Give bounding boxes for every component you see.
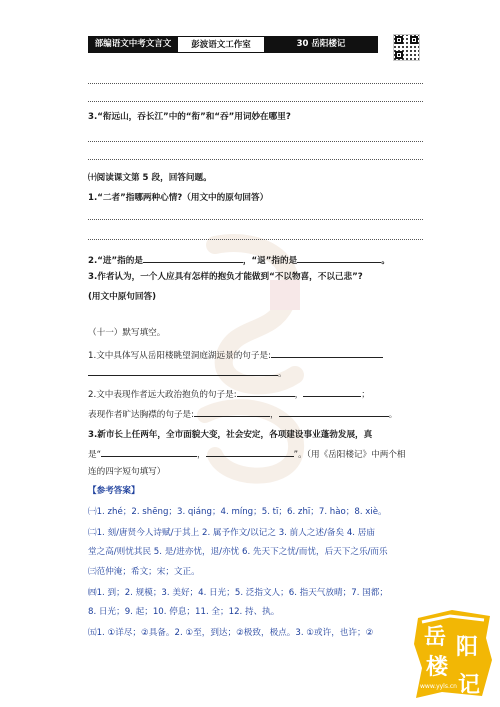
fill-blank[interactable] bbox=[297, 253, 381, 263]
answer-line bbox=[88, 219, 423, 220]
answer-3: ㈢范仲淹；希文；宋；文正。 bbox=[88, 567, 200, 577]
section-10-title: ㈩阅读课文第 5 段，回答问题。 bbox=[88, 173, 212, 183]
yueyang-tower-logo bbox=[412, 608, 494, 700]
fill-blank[interactable] bbox=[143, 253, 243, 263]
section-11-question-1: 1.文中具体写从岳阳楼眺望洞庭湖远景的句子是: bbox=[88, 348, 383, 362]
section-11-title: （十一）默写填空。 bbox=[88, 328, 166, 338]
fill-blank[interactable] bbox=[303, 387, 361, 397]
fill-blank[interactable] bbox=[101, 447, 197, 457]
section-10-question-2: 2.“进”指的是 ，“退”指的是 。 bbox=[88, 253, 390, 267]
section-11-question-2: 2.文中表现作者远大政治抱负的句子是: ， ； bbox=[88, 387, 370, 401]
section-10-question-3: 3.作者认为，一个人应具有怎样的抱负才能做到“不以物喜，不以己悲”? bbox=[88, 272, 363, 282]
logo-char: 楼 bbox=[426, 654, 449, 680]
fill-blank[interactable] bbox=[237, 387, 295, 397]
section-11-question-2-line2: 表现作者旷达胸襟的句子是: ， 。 bbox=[88, 407, 397, 421]
question-3: 3.“衔远山，吞长江”中的“衔”和“吞”用词妙在哪里? bbox=[88, 112, 291, 122]
section-10-question-3-note: (用文中原句回答) bbox=[88, 292, 157, 302]
answer-line bbox=[88, 159, 423, 160]
answer-4-line2: 8. 日光；9. 起；10. 停息；11. 全；12. 持、执。 bbox=[88, 607, 280, 617]
fill-blank[interactable] bbox=[279, 407, 389, 417]
logo-char: 记 bbox=[458, 672, 481, 698]
fill-blank[interactable] bbox=[271, 348, 383, 358]
answer-line bbox=[88, 141, 423, 142]
logo-url: www.yyls.cn bbox=[420, 683, 457, 690]
section-11-question-3: 3.新市长上任两年，全市面貌大变，社会安定，各项建设事业蓬勃发展，真 bbox=[88, 430, 373, 440]
fill-blank[interactable] bbox=[194, 407, 270, 417]
header-lesson-title: 30 岳阳楼记 bbox=[264, 36, 378, 53]
answer-2-line2: 堂之高/则忧其民 5. 是/进亦忧，退/亦忧 6. 先天下之忧/而忧，后天下之乐/而乐 bbox=[88, 547, 388, 557]
answer-4: ㈣1. 到；2. 规模；3. 美好；4. 日光；5. 泛指文人；6. 指天气放晴；7. 国都； bbox=[88, 588, 388, 598]
section-11-question-1-line2: 。 bbox=[88, 366, 287, 380]
fill-blank[interactable] bbox=[88, 366, 278, 376]
answer-1: ㈠1. zhé；2. shēng；3. qiáng；4. míng；5. tī；6. zhī；7. hào；8. xiè。 bbox=[88, 507, 387, 517]
header-bar bbox=[88, 36, 378, 53]
fill-blank[interactable] bbox=[206, 447, 294, 457]
answer-2: ㈡1. 刻/唐贤今人诗赋/于其上 2. 属予作文/以记之 3. 前人之述/备矣 4. 居庙 bbox=[88, 528, 375, 538]
qr-code-icon[interactable] bbox=[393, 34, 420, 61]
logo-char: 阳 bbox=[456, 634, 479, 660]
header-series-title: 部编语文中考文言文 bbox=[88, 36, 178, 53]
answer-5: ㈤1. ①详尽；②具备。2. ①至，到达；②极致，极点。3. ①或许，也许；② bbox=[88, 628, 374, 638]
logo-char: 岳 bbox=[424, 624, 447, 650]
section-10-question-1: 1.“二者”指哪两种心情?（用文中的原句回答） bbox=[88, 193, 269, 203]
answer-line bbox=[88, 101, 423, 102]
answers-title: 【参考答案】 bbox=[88, 486, 140, 496]
answer-line bbox=[88, 239, 423, 240]
section-11-question-3-line2: 是“ ， ”。（用《岳阳楼记》中两个相 bbox=[88, 447, 406, 461]
section-11-question-3-line3: 连的四字短句填写） bbox=[88, 467, 166, 477]
header-studio-name: 彭波语文工作室 bbox=[178, 36, 264, 53]
answer-line bbox=[88, 83, 423, 84]
